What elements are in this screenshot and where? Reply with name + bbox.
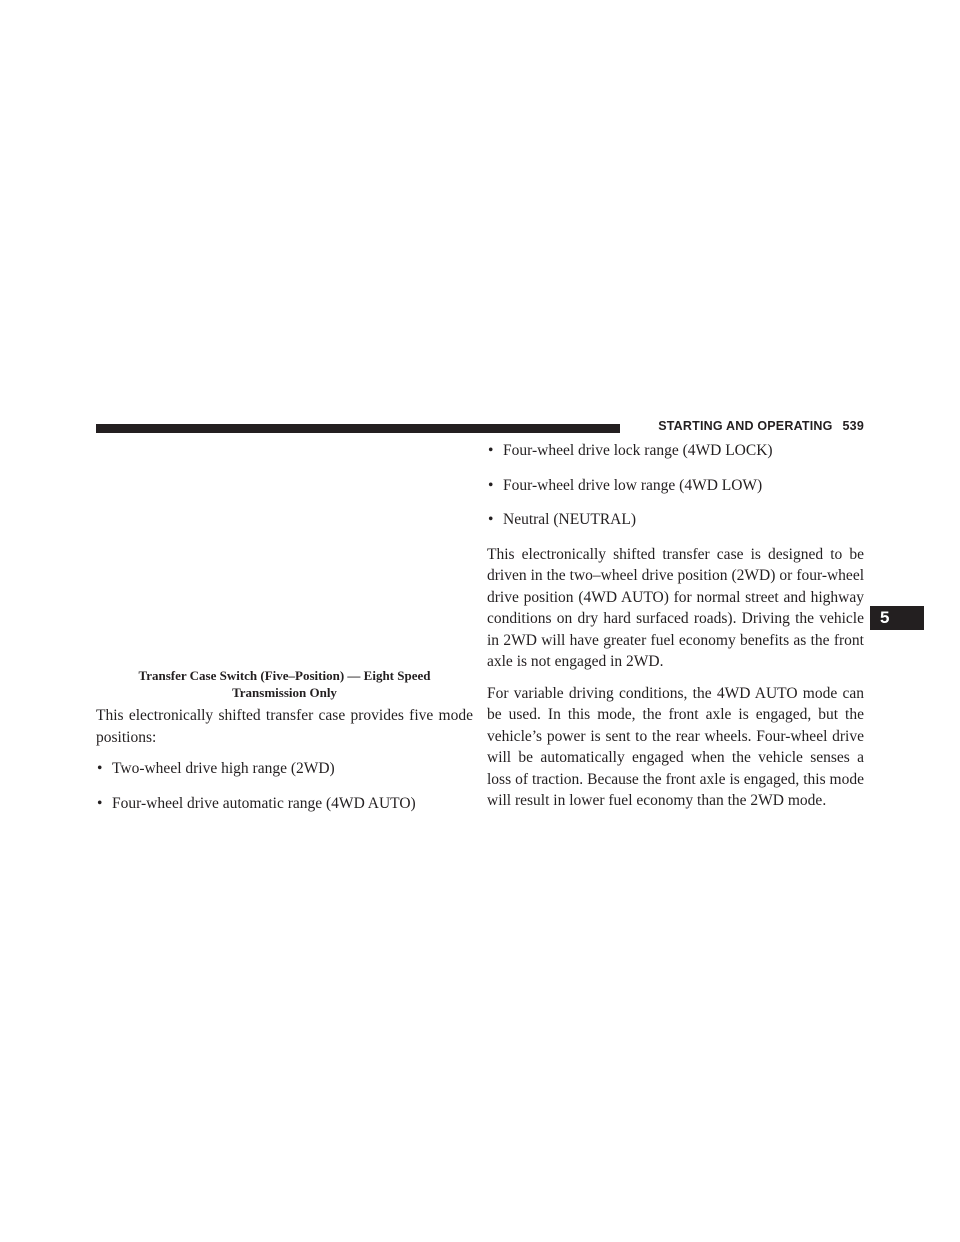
left-column xyxy=(96,705,473,827)
list-item-text: Four-wheel drive automatic range (4WD AUTO) xyxy=(112,794,416,812)
list-item xyxy=(96,758,473,780)
header-rule xyxy=(96,424,620,433)
page-number: 539 xyxy=(842,419,864,433)
bullet-icon: • xyxy=(488,511,494,528)
list-item-text: Four-wheel drive low range (4WD LOW) xyxy=(503,476,763,494)
right-column xyxy=(487,440,864,822)
mode-list-left xyxy=(96,758,473,814)
caption-line-1: Transfer Case Switch (Five–Position) — Eight Speed xyxy=(138,668,431,683)
section-title: STARTING AND OPERATING xyxy=(658,419,833,433)
list-item-text: Two-wheel drive high range (2WD) xyxy=(112,760,335,777)
body-paragraph-1: This electronically shifted transfer case is designed to be driven in the two–wheel drive position (2WD) or four-wheel drive position (4WD AUTO) for normal street and highway conditions on dry hard surfaced roads). Driving the vehicle in 2WD will have greater fuel economy benefits as the front axle is not engaged in 2WD. xyxy=(487,545,864,670)
figure-caption xyxy=(96,667,473,701)
bullet-icon: • xyxy=(488,476,494,494)
list-item xyxy=(487,475,864,497)
body-paragraph-2: For variable driving conditions, the 4WD AUTO mode can be used. In this mode, the front axle is engaged, but the vehicle’s power is sent to the rear wheels. Four-wheel drive will be automatically engaged when the vehicle senses a loss of traction. Because the front axle is engaged, this mode will result in lower fuel economy than the 2WD mode. xyxy=(487,684,864,809)
caption-line-2: Transmission Only xyxy=(232,685,337,700)
bullet-icon: • xyxy=(97,760,103,777)
list-item-text: Neutral (NEUTRAL) xyxy=(503,511,636,528)
list-item xyxy=(487,440,864,462)
bullet-icon: • xyxy=(488,442,494,459)
list-item-text: Four-wheel drive lock range (4WD LOCK) xyxy=(503,442,773,459)
list-item xyxy=(487,509,864,531)
bullet-icon: • xyxy=(97,794,103,812)
chapter-tab: 5 xyxy=(870,606,924,630)
running-header xyxy=(632,419,864,433)
mode-list-right xyxy=(487,440,864,531)
figure-placeholder xyxy=(96,445,473,660)
intro-paragraph: This electronically shifted transfer case provides five mode positions: xyxy=(96,707,473,746)
list-item xyxy=(96,793,473,815)
